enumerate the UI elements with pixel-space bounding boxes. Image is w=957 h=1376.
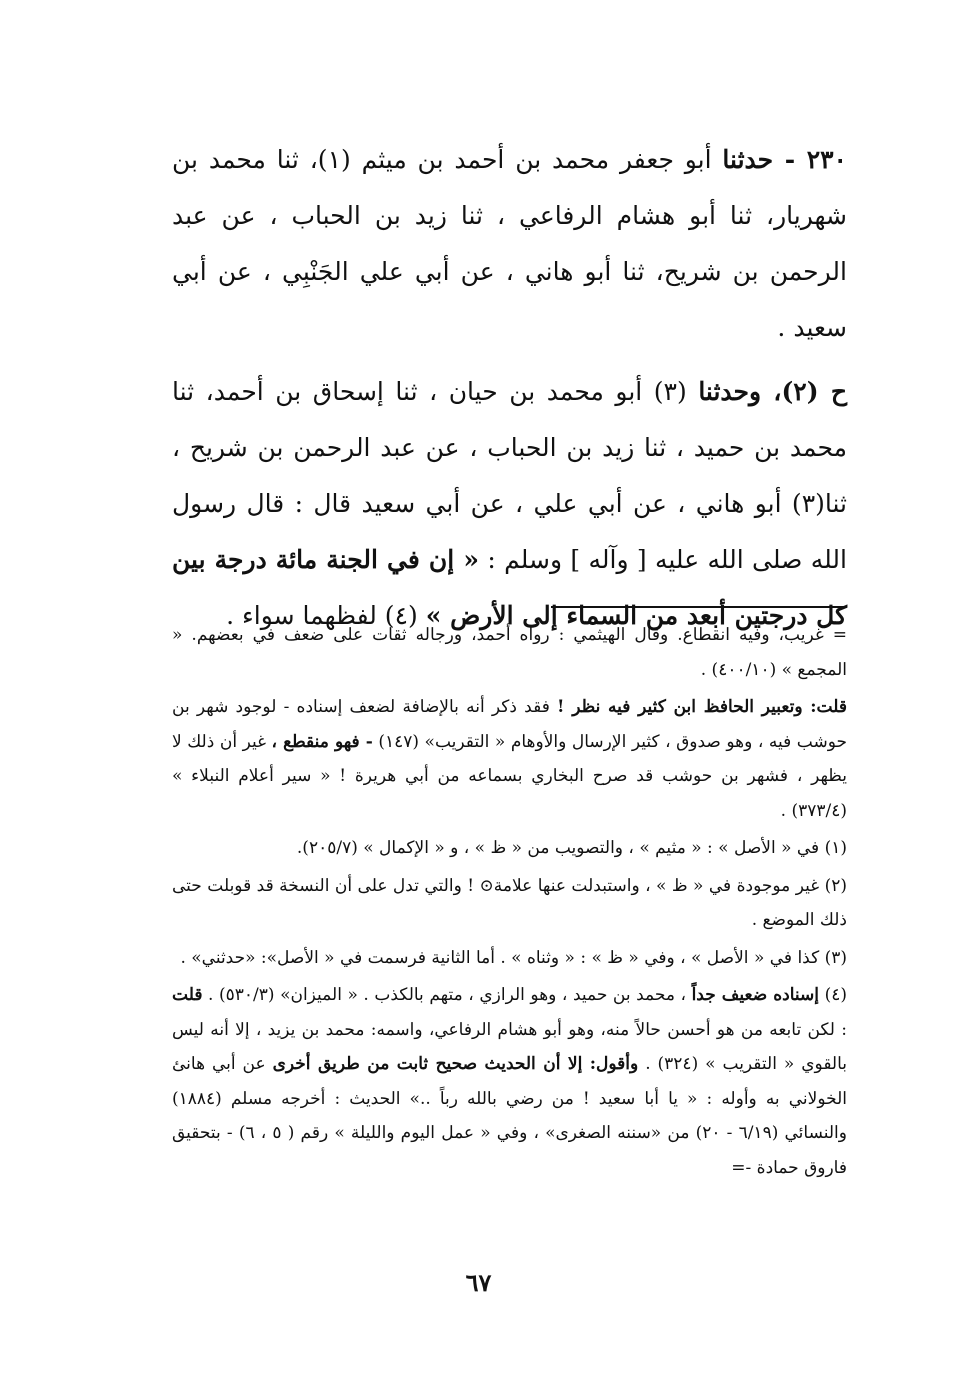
hadith-closing: (٤) لفظهما سواء . xyxy=(226,601,418,630)
hadith-paragraph-1: ٢٣٠ - حدثنا أبو جعفر محمد بن أحمد بن ميثم (١)، ثنا محمد بن شهريار، ثنا أبو هشام الرفاعي ، ثنا زيد بن الحباب ، عن عبد الرحمن بن شريح، ثنا أبو هاني ، عن أبي علي الجَنْبِي ، عن أبي سعيد . xyxy=(172,145,847,342)
main-text xyxy=(172,132,847,644)
footnote-2: (٢) غير موجودة في « ظ » ، واستبدلت عنها علامة⊙ ! والتي تدل على أن النسخة قد قوبلت حتى ذلك الموضع . xyxy=(172,875,847,930)
verdict-text: وأقول: إلا أن الحديث صحيح ثابت من طريق أخرى xyxy=(272,1054,639,1074)
narration-keyword-2: ح (٢)، وحدثنا xyxy=(698,377,848,406)
footnote-separator xyxy=(551,606,847,608)
qult-heading: قلت: وتعبير الحافظ ابن كثير فيه نظر ! xyxy=(557,697,847,717)
footnote-continuation: = غريب، وفيه انقطاع. وقال الهيثمي : رواه أحمد، ورجاله ثقات على ضعف في بعضهم. « المجمع » (٤٠٠/١٠) . xyxy=(172,625,847,680)
footnote-1: (١) في « الأصل » : « مثيم » ، والتصويب من « ظ » ، و « الإكمال » (٢٠٥/٧). xyxy=(296,838,847,858)
hadith-paragraph-2 xyxy=(172,364,847,644)
narration-keyword: حدثنا xyxy=(722,145,774,174)
footnote-4: (٤) إسناده ضعيف جداً ، محمد بن حميد ، وهو الرازي ، متهم بالكذب . « الميزان» (٥٣٠/٣) . قلت : لكن تابعه من هو أحسن حالاً منه، وهو أبو هشام الرفاعي، واسمه: محمد بن يزيد ، إلا أنه ليس بالقوي « التقريب » (٣٢٤) . وأقول: إلا أن الحديث صحيح ثابت من طريق أخرى عن أبي هانئ الخولاني به وأوله : « يا أبا سعيد ! من رضي بالله رباً ..» الحديث : أخرجه مسلم (١٨٨٤) والنسائي (٦/١٩ - ٢٠) من «سننه الصغرى» ، وفي « عمل اليوم والليلة » رقم ( ٥ ، ٦) - بتحقيق فاروق حمادة -= xyxy=(172,985,848,1178)
hadith-number: ٢٣٠ xyxy=(806,145,847,174)
isnad-text-2: (٣) أبو محمد بن حيان ، ثنا إسحاق بن أحمد، ثنا محمد بن حميد ، ثنا زيد بن الحباب ، عن عبد الرحمن بن شريح ، ثنا(٣) أبو هاني ، عن أبي علي ، عن أبي سعيد قال : قال رسول الله صلى الله عليه [ وآله ] وسلم : xyxy=(172,377,847,574)
page-number: ٦٧ xyxy=(465,1268,492,1297)
isnad-grade: إسناده ضعيف جداً xyxy=(691,985,819,1005)
footnote-qult-1: قلت: وتعبير الحافظ ابن كثير فيه نظر ! فقد ذكر أنه بالإضافة لضعف إسناده - لوجود شهر بن حوشب فيه ، وهو صدوق ، كثير الإرسال والأوهام « التقريب» (١٤٧) - فهو منقطع ، غير أن ذلك لا يظهر ، فشهر بن حوشب قد صرح البخاري بسماعه من أبي هريرة ! « سير أعلام النبلاء » (٣٧٣/٤) . xyxy=(172,697,848,821)
footnote-3: (٣) كذا في « الأصل » ، وفي « ظ » : « وثناه » . أما الثانية فرسمت في « الأصل»: «حدثني» . xyxy=(180,947,847,968)
isnad-text-1: أبو جعفر محمد بن أحمد بن ميثم (١)، ثنا محمد بن شهريار، ثنا أبو هشام الرفاعي ، ثنا زيد بن الحباب ، عن عبد الرحمن بن شريح، ثنا أبو هاني ، عن أبي علي الجَنْبِي ، عن أبي سعيد . xyxy=(172,145,847,342)
footnotes xyxy=(172,618,847,1188)
hadith-matn: « إن في الجنة مائة درجة بين كل درجتين أبعد من السماء إلى الأرض » xyxy=(172,545,847,630)
